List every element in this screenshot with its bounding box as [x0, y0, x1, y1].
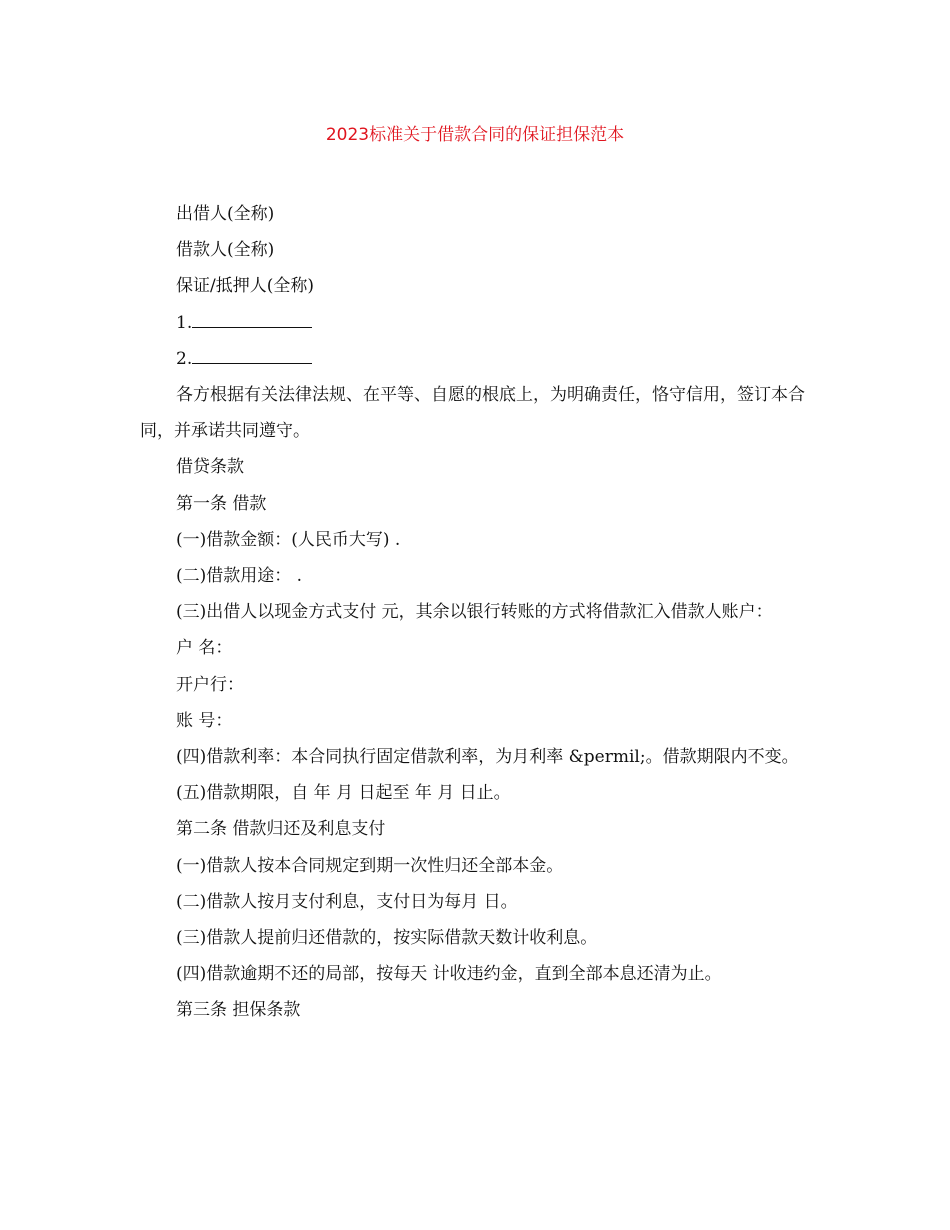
item-number: 1. — [176, 312, 193, 333]
account-number-line: 账 号： — [176, 710, 233, 731]
article-2-clause-1: (一)借款人按本合同规定到期一次性归还全部本金。 — [176, 855, 564, 876]
article-1-clause-5: (五)借款期限，自 年 月 日起至 年 月 日止。 — [176, 783, 511, 804]
account-name-line: 户 名： — [176, 638, 233, 659]
lender-line: 出借人(全称) — [176, 204, 275, 224]
article-3-heading: 第三条 担保条款 — [176, 1000, 301, 1021]
article-1-clause-4: (四)借款利率：本合同执行固定借款利率，为月利率 &permil;。借款期限内不变。 — [176, 747, 799, 768]
guarantor-line: 保证/抵押人(全称) — [176, 276, 314, 297]
fill-in-blank — [192, 309, 312, 328]
article-2-heading: 第二条 借款归还及利息支付 — [176, 819, 386, 840]
document-body — [140, 196, 820, 1029]
item-number: 2. — [176, 348, 193, 369]
article-1-clause-2: (二)借款用途： . — [176, 566, 303, 587]
document-title: 2023标准关于借款合同的保证担保范本 — [325, 125, 625, 145]
guarantor-item-2 — [140, 341, 820, 377]
bank-line: 开户行： — [176, 674, 244, 695]
loan-terms-heading: 借贷条款 — [176, 457, 244, 478]
fill-in-blank — [192, 345, 312, 364]
article-2-clause-4: (四)借款逾期不还的局部，按每天 计收违约金，直到全部本息还清为止。 — [176, 964, 722, 985]
borrower-line: 借款人(全称) — [176, 240, 275, 261]
guarantor-item-1 — [140, 305, 820, 341]
article-2-clause-3: (三)借款人提前归还借款的，按实际借款天数计收利息。 — [176, 928, 598, 949]
article-1-clause-1: (一)借款金额：(人民币大写) . — [176, 529, 401, 550]
article-1-clause-3: (三)出借人以现金方式支付 元，其余以银行转账的方式将借款汇入借款人账户： — [176, 602, 773, 623]
article-1-heading: 第一条 借款 — [176, 493, 267, 514]
article-2-clause-2: (二)借款人按月支付利息，支付日为每月 日。 — [176, 891, 518, 912]
preamble-paragraph: 各方根据有关法律法规、在平等、自愿的根底上，为明确责任，恪守信用，签订本合同，并承诺共同遵守。 — [140, 385, 805, 442]
